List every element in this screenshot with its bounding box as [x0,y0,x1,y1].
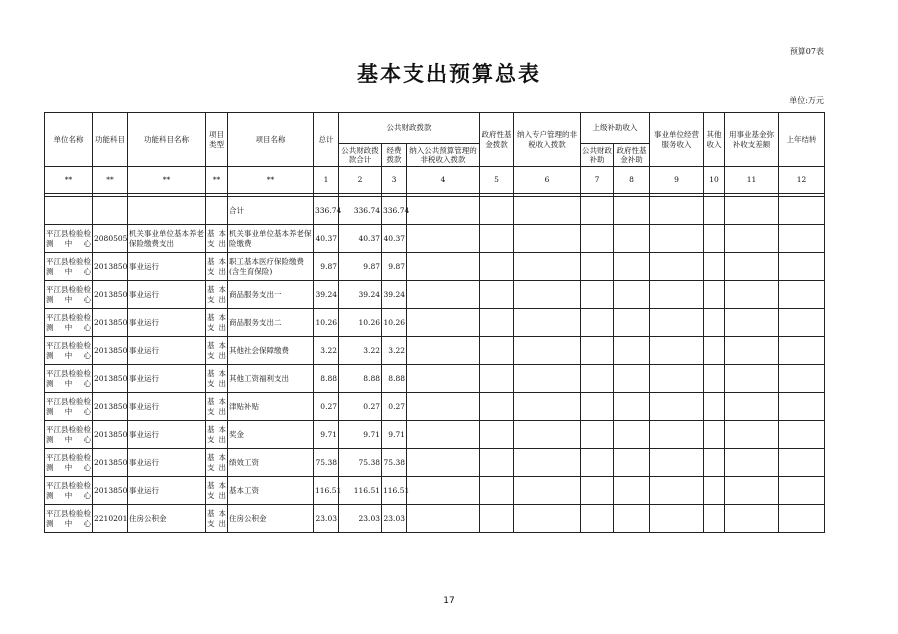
unit-name-cell: 平江县检验检测中心 [45,225,93,253]
total-cell: 75.38 [314,449,339,477]
empty-cell [480,449,514,477]
total-cell: 0.27 [314,393,339,421]
func-name-cell: 事业运行 [128,309,206,337]
empty-cell [725,225,779,253]
budget-table [44,112,825,533]
col-header-superior-subsidy: 上级补助收入 [581,113,650,144]
empty-cell [514,393,581,421]
empty-cell [650,421,704,449]
page-number: 17 [443,596,455,606]
unit-name-cell: 平江县检验检测中心 [45,337,93,365]
unit-name-cell: 平江县检验检测中心 [45,309,93,337]
public-sum-cell: 3.22 [339,337,382,365]
empty-cell [407,365,480,393]
empty-cell [514,505,581,533]
item-type-cell: 基本支出 [206,449,228,477]
col-header-fund-balance: 用事业基金弥补收支差额 [725,113,779,167]
table-row [45,253,825,281]
public-sum-cell: 0.27 [339,393,382,421]
unit-name-cell: 平江县检验检测中心 [45,253,93,281]
item-type-cell: 基本支出 [206,337,228,365]
empty-cell [581,225,614,253]
table-row [45,449,825,477]
item-name-cell: 其他社会保障缴费 [228,337,314,365]
total-cell: 39.24 [314,281,339,309]
unit-name-cell: 平江县检验检测中心 [45,477,93,505]
empty-cell [581,309,614,337]
table-number: 预算07表 [789,47,824,56]
page-title: 基本支出预算总表 [357,62,541,86]
empty-cell [725,393,779,421]
public-sum-cell: 10.26 [339,309,382,337]
item-name-cell: 津贴补贴 [228,393,314,421]
public-sum-cell: 40.37 [339,225,382,253]
code-cell: ** [93,167,128,194]
func-code-cell: 2210201 [93,505,128,533]
item-type-cell: 基本支出 [206,393,228,421]
empty-cell [407,449,480,477]
col-header-carryover: 上年结转 [779,113,825,167]
total-cell: 9.87 [314,253,339,281]
code-cell: 1 [314,167,339,194]
funding-cell: 3.22 [382,337,407,365]
empty-cell [725,477,779,505]
empty-cell [779,253,825,281]
empty-cell [480,421,514,449]
code-cell: ** [128,167,206,194]
empty-cell [650,225,704,253]
col-header-total: 总计 [314,113,339,167]
empty-cell [480,505,514,533]
func-name-cell: 事业运行 [128,365,206,393]
funding-cell: 116.51 [382,477,407,505]
code-cell: 2 [339,167,382,194]
empty-cell [614,309,650,337]
empty-cell [581,337,614,365]
funding-cell: 40.37 [382,225,407,253]
empty-cell [779,365,825,393]
col-header-item-name: 项目名称 [228,113,314,167]
funding-cell: 39.24 [382,281,407,309]
func-name-cell: 事业运行 [128,281,206,309]
empty-cell [650,505,704,533]
empty-cell [407,253,480,281]
empty-cell [407,337,480,365]
table-row [45,505,825,533]
empty-cell [514,225,581,253]
empty-cell [650,393,704,421]
col-header-funding: 经费拨款 [382,144,407,167]
item-type-cell: 基本支出 [206,281,228,309]
empty-cell [704,421,725,449]
unit-name-cell: 平江县检验检测中心 [45,393,93,421]
public-sum-cell: 8.88 [339,365,382,393]
func-code-cell: 2013850 [93,281,128,309]
func-code-cell: 2013850 [93,337,128,365]
func-code-cell: 2013850 [93,309,128,337]
code-cell: ** [228,167,314,194]
empty-cell [581,365,614,393]
summary-label: 合计 [228,197,314,225]
empty-cell [725,337,779,365]
empty-cell [779,449,825,477]
item-type-cell: 基本支出 [206,421,228,449]
empty-cell [725,421,779,449]
code-cell: ** [45,167,93,194]
empty-cell [514,309,581,337]
public-sum-cell: 116.51 [339,477,382,505]
empty-cell [514,253,581,281]
unit-name-cell: 平江县检验检测中心 [45,281,93,309]
summary-row [45,197,825,225]
empty-cell [614,477,650,505]
empty-cell [480,477,514,505]
empty-cell [704,505,725,533]
empty-cell [704,337,725,365]
col-header-func-name: 功能科目名称 [128,113,206,167]
col-header-public-sum: 公共财政拨款合计 [339,144,382,167]
code-cell: 7 [581,167,614,194]
unit-label: 单位:万元 [789,96,824,105]
public-sum-cell: 39.24 [339,281,382,309]
empty-cell [614,337,650,365]
funding-cell: 9.87 [382,253,407,281]
func-code-cell: 2013850 [93,393,128,421]
empty-cell [407,505,480,533]
empty-cell [704,281,725,309]
funding-cell: 10.26 [382,309,407,337]
col-header-special-nontax: 纳入专户管理的非税收入拨款 [514,113,581,167]
empty-cell [650,309,704,337]
col-header-superior-gov-fund: 政府性基金补助 [614,144,650,167]
empty-cell [581,505,614,533]
code-cell: 9 [650,167,704,194]
empty-cell [581,421,614,449]
col-header-item-type: 项目类型 [206,113,228,167]
empty-cell [650,337,704,365]
empty-cell [514,281,581,309]
empty-cell [614,253,650,281]
funding-cell: 9.71 [382,421,407,449]
item-type-cell: 基本支出 [206,505,228,533]
empty-cell [480,281,514,309]
empty-cell [407,393,480,421]
table-row [45,225,825,253]
empty-cell [581,449,614,477]
empty-cell [725,253,779,281]
func-code-cell: 2013850 [93,365,128,393]
table-row [45,365,825,393]
code-cell: 4 [407,167,480,194]
code-cell: 5 [480,167,514,194]
empty-cell [779,505,825,533]
col-header-other-income: 其他收入 [704,113,725,167]
empty-cell [480,225,514,253]
empty-cell [725,505,779,533]
empty-cell [704,477,725,505]
empty-cell [614,225,650,253]
summary-funding: 336.74 [382,197,407,225]
total-cell: 23.03 [314,505,339,533]
code-cell: 3 [382,167,407,194]
empty-cell [650,281,704,309]
item-type-cell: 基本支出 [206,365,228,393]
empty-cell [779,477,825,505]
empty-cell [614,393,650,421]
empty-cell [650,365,704,393]
code-cell: 11 [725,167,779,194]
code-cell: 6 [514,167,581,194]
empty-cell [614,505,650,533]
empty-cell [704,253,725,281]
table-row [45,337,825,365]
empty-cell [514,477,581,505]
col-header-func-code: 功能科目 [93,113,128,167]
table-body [45,167,825,533]
col-header-gov-fund: 政府性基金拨款 [480,113,514,167]
empty-cell [614,449,650,477]
empty-cell [650,477,704,505]
total-cell: 8.88 [314,365,339,393]
empty-cell [480,365,514,393]
empty-cell [407,281,480,309]
item-name-cell: 绩效工资 [228,449,314,477]
empty-cell [779,421,825,449]
empty-cell [514,449,581,477]
empty-cell [514,421,581,449]
summary-total: 336.74 [314,197,339,225]
empty-cell [407,477,480,505]
func-code-cell: 2080505 [93,225,128,253]
funding-cell: 75.38 [382,449,407,477]
table-row [45,421,825,449]
empty-cell [480,309,514,337]
item-name-cell: 机关事业单位基本养老保险缴费 [228,225,314,253]
func-name-cell: 事业运行 [128,449,206,477]
func-name-cell: 事业运行 [128,337,206,365]
func-name-cell: 机关事业单位基本养老保险缴费支出 [128,225,206,253]
table-row [45,309,825,337]
empty-cell [614,365,650,393]
total-cell: 10.26 [314,309,339,337]
code-cell: 8 [614,167,650,194]
summary-public-sum: 336.74 [339,197,382,225]
item-name-cell: 其他工资福利支出 [228,365,314,393]
total-cell: 40.37 [314,225,339,253]
empty-cell [779,225,825,253]
item-name-cell: 职工基本医疗保险缴费(含生育保险) [228,253,314,281]
empty-cell [581,477,614,505]
empty-cell [779,337,825,365]
table-row [45,393,825,421]
empty-cell [779,309,825,337]
func-code-cell: 2013850 [93,253,128,281]
col-header-unit-name: 单位名称 [45,113,93,167]
col-header-operating-income: 事业单位经营服务收入 [650,113,704,167]
empty-cell [704,393,725,421]
empty-cell [581,393,614,421]
empty-cell [779,281,825,309]
item-name-cell: 基本工资 [228,477,314,505]
empty-cell [704,365,725,393]
empty-cell [614,421,650,449]
table-row [45,477,825,505]
func-name-cell: 事业运行 [128,477,206,505]
empty-cell [725,281,779,309]
unit-name-cell: 平江县检验检测中心 [45,365,93,393]
funding-cell: 23.03 [382,505,407,533]
total-cell: 116.51 [314,477,339,505]
empty-cell [407,421,480,449]
empty-cell [704,449,725,477]
item-name-cell: 商品服务支出二 [228,309,314,337]
empty-cell [480,253,514,281]
unit-name-cell: 平江县检验检测中心 [45,421,93,449]
public-sum-cell: 9.87 [339,253,382,281]
public-sum-cell: 9.71 [339,421,382,449]
col-header-nontax-budget: 纳入公共预算管理的非税收入拨款 [407,144,480,167]
empty-cell [725,309,779,337]
item-name-cell: 奖金 [228,421,314,449]
empty-cell [704,309,725,337]
empty-cell [407,309,480,337]
col-header-public-finance: 公共财政拨款 [339,113,480,144]
empty-cell [725,365,779,393]
empty-cell [725,449,779,477]
empty-cell [514,365,581,393]
item-type-cell: 基本支出 [206,225,228,253]
func-name-cell: 事业运行 [128,393,206,421]
func-code-cell: 2013850 [93,477,128,505]
col-header-superior-public: 公共财政补助 [581,144,614,167]
empty-cell [514,337,581,365]
column-code-row [45,167,825,194]
empty-cell [480,337,514,365]
item-type-cell: 基本支出 [206,477,228,505]
func-name-cell: 住房公积金 [128,505,206,533]
func-code-cell: 2013850 [93,421,128,449]
code-cell: ** [206,167,228,194]
empty-cell [407,225,480,253]
public-sum-cell: 75.38 [339,449,382,477]
item-name-cell: 商品服务支出一 [228,281,314,309]
empty-cell [779,393,825,421]
empty-cell [650,253,704,281]
empty-cell [704,225,725,253]
empty-cell [650,449,704,477]
func-code-cell: 2013850 [93,449,128,477]
code-cell: 12 [779,167,825,194]
empty-cell [581,253,614,281]
unit-name-cell: 平江县检验检测中心 [45,449,93,477]
code-cell: 10 [704,167,725,194]
func-name-cell: 事业运行 [128,421,206,449]
total-cell: 3.22 [314,337,339,365]
funding-cell: 8.88 [382,365,407,393]
item-type-cell: 基本支出 [206,309,228,337]
funding-cell: 0.27 [382,393,407,421]
item-name-cell: 住房公积金 [228,505,314,533]
public-sum-cell: 23.03 [339,505,382,533]
unit-name-cell: 平江县检验检测中心 [45,505,93,533]
func-name-cell: 事业运行 [128,253,206,281]
total-cell: 9.71 [314,421,339,449]
empty-cell [480,393,514,421]
item-type-cell: 基本支出 [206,253,228,281]
empty-cell [614,281,650,309]
table-row [45,281,825,309]
empty-cell [581,281,614,309]
